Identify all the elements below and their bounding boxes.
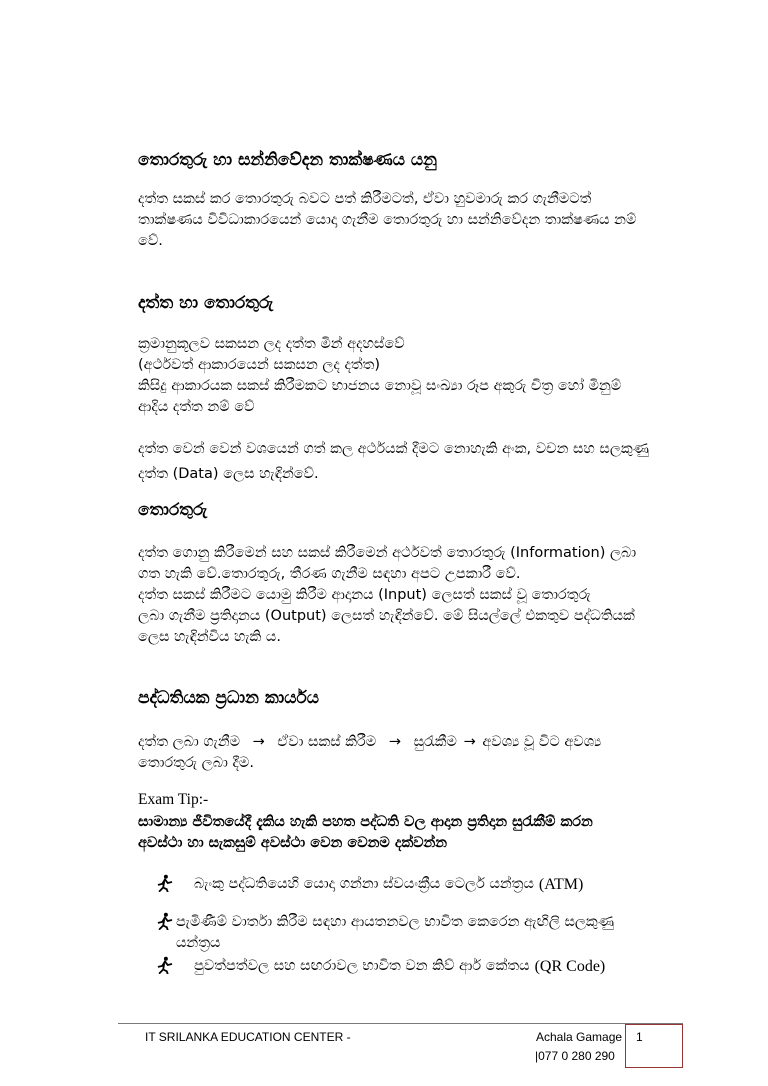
- bullet-suffix: (ATM): [538, 876, 584, 893]
- section-heading-data-info: දත්ත හා තොරතුරු: [138, 293, 274, 313]
- text-line: වේ.: [138, 233, 163, 249]
- flow-line: [138, 732, 678, 753]
- bullet-suffix: (QR Code): [534, 958, 606, 975]
- bullet-text: පුවත්පත්වල සහ සඟරාවල භාවිත වන කිව් ආර් කේතය: [194, 958, 530, 974]
- exam-tip-question: [138, 812, 678, 854]
- page-number-box: [625, 1024, 683, 1068]
- text-line: ලෙස හැඳින්විය හැකි ය.: [138, 629, 281, 645]
- system-flow: [138, 732, 678, 774]
- section-heading-information: තොරතුරු: [138, 500, 208, 520]
- arrow-right-icon: →: [388, 734, 401, 750]
- text-line: ගත හැකි වේ.තොරතුරු, තීරණ ගැනීම සඳහා අපට උපකාරී වේ.: [138, 566, 521, 582]
- list-item: [156, 956, 676, 977]
- flow-step-output: අවශ්‍ය වූ විට අවශ්‍ය: [482, 734, 602, 750]
- bullet-text: පැමිණීම් වාර්තා කිරීම සඳහා ආයතනවල භාවිත කෙරෙන ඇඟිලි සලකුණු: [176, 914, 614, 930]
- text-line: තාක්ෂණය විවිධාකාරයෙන් යොදා ගැනීම තොරතුරු හා සන්නිවේදන තාක්ෂණය නම්: [138, 212, 637, 228]
- text-line: ක්‍රමානුකූලව සකසන ලද දත්ත මින් අදහස්වේ: [138, 336, 405, 352]
- flow-line-2: තොරතුරු ලබා දීම.: [138, 755, 254, 771]
- exam-tip-label: Exam Tip:-: [138, 791, 209, 808]
- text-line: සාමාන්‍ය ජීවිතයේදී දැකිය හැකි පහත පද්ධති වල ආදාන ප්‍රතිදාන සුරැකීම් කරන: [138, 814, 593, 830]
- text-line: කිසිදු ආකාරයක සකස් කිරීමකට භාජනය නොවූ සංඛ්‍යා රූප අකුරු චිත්‍ර හෝ මිනුම්: [138, 378, 622, 394]
- bullet-text-line2: යන්ත්‍රය: [176, 935, 221, 951]
- text-line: දත්ත වෙන් වෙන් වශයෙන් ගත් කල අර්ථයක් දීමට නොහැකි අංක, වචන සහ සලකුණු: [138, 441, 649, 457]
- runner-icon: [156, 874, 174, 892]
- section-heading-ict: තොරතුරු හා සන්නිවේදන තාක්ෂණය යනු: [138, 150, 437, 170]
- section-paragraph-information: [138, 543, 678, 648]
- flow-step-process: ඒවා සකස් කිරීම: [277, 734, 377, 750]
- flow-step-storage: සුරැකීම: [413, 734, 457, 750]
- section-heading-system-function: පද්ධතියක ප්‍රධාන කාර්යය: [138, 688, 319, 708]
- arrow-right-icon: →: [252, 734, 265, 750]
- text-line: ලබා ගැනීම ප්‍රතිදානය (Output) ලෙසත් හැඳින්වේ. මේ සියල්ලේ එකතුව පද්ධතියක්: [138, 608, 635, 624]
- text-line: දත්ත සකස් කිරීමට යොමු කිරීම ආදානය (Input) ලෙසත් සකස් වූ තොරතුරු: [138, 587, 591, 603]
- footer-organization: IT SRILANKA EDUCATION CENTER -: [145, 1030, 351, 1044]
- runner-icon: [156, 912, 174, 930]
- bullet-text-wrap: [176, 912, 614, 954]
- text-line: ආදිය දත්ත නම් වේ: [138, 399, 255, 415]
- text-line: අවස්ථා හා සැකසුම් අවස්ථා වෙන වෙනම දක්වන්න: [138, 835, 448, 851]
- section-paragraph-ict: [138, 189, 678, 252]
- text-line: දත්ත (Data) ලෙස හැඳින්වේ.: [138, 466, 319, 482]
- text-line: දත්ත සකස් කර තොරතුරු බවට පත් කිරීමටත්, ඒවා හුවමාරු කර ගැනීමටත්: [138, 191, 592, 207]
- footer-phone: |077 0 280 290: [535, 1049, 615, 1063]
- text-line: දත්ත ගොනු කිරීමෙන් සහ සකස් කිරීමෙන් අර්ථවත් තොරතුරු (Information) ලබා: [138, 545, 637, 561]
- section-paragraph-data: [138, 334, 678, 418]
- bullet-text: බැංකු පද්ධතියෙහි යොදා ගන්නා ස්වයංක්‍රීය ටෙලර් යන්ත්‍රය: [194, 876, 534, 892]
- text-line: (අර්ථවත් ආකාරයෙන් සකසන ලද දත්ත): [138, 357, 381, 373]
- flow-step-input: දත්ත ලබා ගැනීම: [138, 734, 241, 750]
- runner-icon: [156, 956, 174, 974]
- list-item: [156, 874, 676, 895]
- section-paragraph-data-definition: [138, 437, 678, 487]
- footer-author: Achala Gamage: [536, 1030, 623, 1044]
- footer-divider: [118, 1023, 683, 1024]
- page-number: 1: [636, 1030, 643, 1044]
- arrow-right-icon: →: [463, 734, 476, 750]
- list-item: [156, 912, 676, 954]
